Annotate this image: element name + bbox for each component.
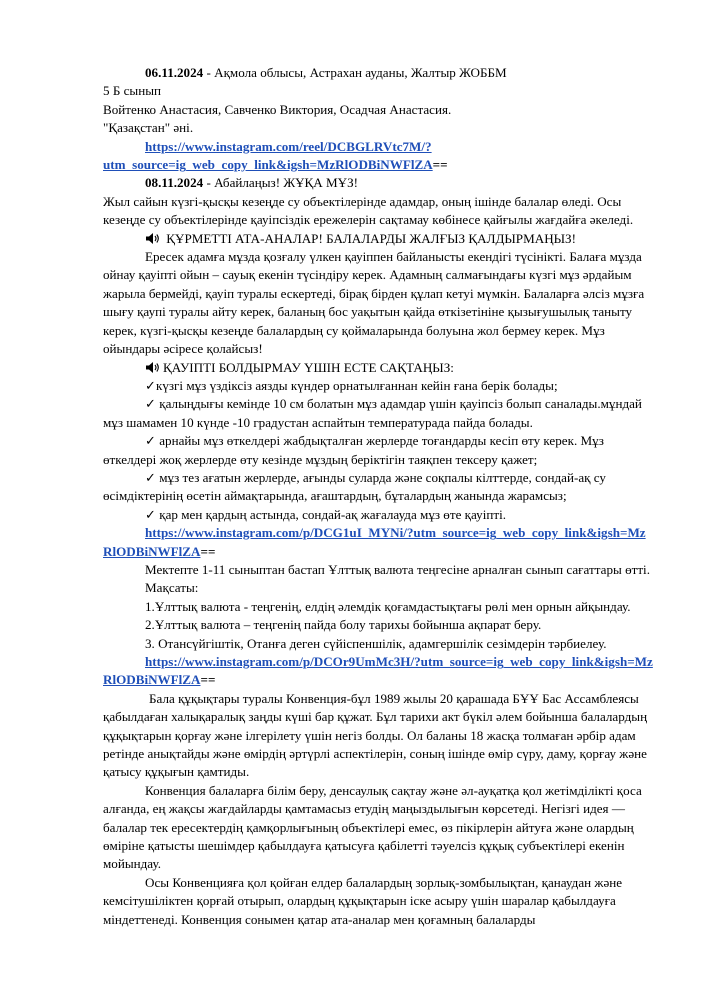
check-item: ✓ қалыңдығы кемінде 10 см болатын мұз адамдар үшін қауіпсіз болып саналады.мұндай мұз шамамен 10 күнде -10 градустан аспайтын температурада пайда болады.: [103, 396, 642, 430]
entry-header: [103, 64, 654, 82]
instagram-link-paragraph: [103, 138, 654, 175]
speaker-icon: [145, 230, 163, 248]
goal-item: 3. Отансүйгіштік, Отанға деген сүйіспеншілік, адамгершілік сезімдерін тәрбиелеу.: [145, 635, 607, 651]
class-line: 5 Б сынып: [103, 83, 162, 99]
goal-item: 1.Ұлттық валюта - теңгенің, елдің әлемдік қоғамдастықтағы рөлі мен орнын айқындау.: [145, 598, 631, 614]
link-suffix: ==: [200, 672, 216, 688]
entry-title: - Абайлаңыз! ЖҰҚА МҰЗ!: [203, 175, 359, 191]
paragraph: Ересек адамға мұзда қозғалу үлкен қауіппен байланысты екендігі түсінікті. Балаға мұзда ойнау қауіпті ойын – сауық екенін түсіндіру керек. Адамның салмағындағы күзгі мұз әрдайым жарыла бермейді, қауіп туралы ескертеді, бірақ бірден құлап кетуі мүмкін. Балаларға әлсіз мұзға шығу қаупі туралы айту керек, баланың бос уақытын қайда өткізетініне қызығушылық таныту керек, күзгі-қысқы кезеңде балалардың су қоймаларында болуына жол бермеу керек. Мұз ойындары әсіресе қолайсыз!: [103, 249, 645, 357]
paragraph: Жыл сайын күзгі-қысқы кезеңде су объектілерінде адамдар, оның ішінде балалар өледі. Осы кезеңде су объектілерінде қауіпсіздік ережелерін сақтамау көбінесе қайғылы жағдайға әкеледі.: [103, 193, 634, 228]
paragraph: Конвенция балаларға білім беру, денсаулық сақтау және әл-ауқатқа қол жетімділікті қоса алғанда, ең жақсы жағдайларды қамтамасыз етудің маңыздылығын көрсетеді. Негізгі идея — балалар тек ересектердің қамқорлығының объектілері емес, өз пікірлерін айтуға және олардың өміріне қатысты шешімдер қабылдауға қатысуға қабілетті тәуелсіз құқық субъектілері екенін мойындау.: [103, 782, 642, 872]
paragraph: Осы Конвенцияға қол қойған елдер балалардың зорлық-зомбылықтан, қанаудан және кемсітушіліктен қорғай отырып, олардың құқықтарын іске асыру үшін шаралар қабылдауға міндеттенеді. Конвенция сонымен қатар ата-аналар мен қоғамның балаларды: [103, 874, 623, 927]
entry-date: 06.11.2024: [145, 65, 204, 80]
goal-item: 2.Ұлттық валюта – теңгенің пайда болу тарихы бойынша ақпарат беру.: [145, 617, 542, 633]
remember-heading: [103, 359, 654, 377]
link-suffix: ==: [432, 157, 448, 173]
entry-title: - Ақмола облысы, Астрахан ауданы, Жалтыр ЖОББМ: [203, 65, 507, 80]
instagram-link[interactable]: https://www.instagram.com/p/DCG1uI_MYNi/?utm_source=ig_web_copy_link&igsh=MzRlODBiNWFlZA: [103, 525, 646, 559]
song-line: "Қазақстан" әні.: [103, 120, 194, 136]
alert-heading-text: ҚҰРМЕТТІ АТА-АНАЛАР! БАЛАЛАРДЫ ЖАЛҒЫЗ ҚАЛДЫРМАҢЫЗ!: [163, 230, 576, 246]
link-suffix: ==: [200, 543, 216, 559]
goals-label: Мақсаты:: [145, 580, 199, 596]
check-item: ✓ қар мен қардың астында, сондай-ақ жағалауда мұз өте қауіпті.: [145, 506, 506, 522]
alert-heading: [103, 230, 654, 248]
speaker-icon: [145, 359, 163, 377]
check-item: ✓күзгі мұз үздіксіз аязды күндер орнатылғаннан кейін ғана берік болады;: [145, 377, 558, 393]
remember-heading-text: ҚАУІПТІ БОЛДЫРМАУ ҮШІН ЕСТЕ САҚТАҢЫЗ:: [163, 359, 454, 375]
instagram-link[interactable]: https://www.instagram.com/p/DCOr9UmMc3H/?utm_source=ig_web_copy_link&igsh=MzRlODBiNWFlZA: [103, 654, 653, 688]
participants-line: Войтенко Анастасия, Савченко Виктория, Осадчая Анастасия.: [103, 101, 452, 117]
check-item: ✓ мұз тез ағатын жерлерде, ағынды суларда және соқпалы кілттерде, сондай-ақ су өсімдіктерінің өсетін аймақтарында, ағаштардың, бұталардың жанында жарамсыз;: [103, 469, 606, 504]
paragraph: Бала құқықтары туралы Конвенция-бұл 1989 жылы 20 қарашада БҰҰ Бас Ассамблеясы қабылдаған халықаралық заңды күші бар құжат. Бұл тарихи акт бүкіл әлем бойынша балалардың құқықтарын қорғау және ілгерілету үшін негіз болды. Ол баланы 18 жасқа толмаған әрбір адам ретінде анықтайды және өмірдің әртүрлі аспектілерін, соның ішінде өмір сүру, даму, қорғау және қатысу құқығын қамтиды.: [103, 690, 648, 780]
paragraph: Мектепте 1-11 сыныптан бастап Ұлттық валюта теңгесіне арналған сынып сағаттары өтті.: [145, 561, 650, 577]
entry-header: [103, 174, 654, 192]
instagram-link[interactable]: https://www.instagram.com/reel/DCBGLRVtc7M/?utm_source=ig_web_copy_link&igsh=MzRlODBiNWFlZA: [103, 138, 433, 173]
instagram-link-paragraph: [103, 524, 654, 561]
check-item: ✓ арнайы мұз өткелдері жабдықталған жерлерде тоғандарды кесіп өту керек. Мұз өткелдері жоқ жерлерде өту кезінде мұздың беріктігін таяқпен тексеру қажет;: [103, 433, 604, 467]
instagram-link-paragraph: [103, 653, 654, 690]
entry-date: 08.11.2024: [145, 175, 204, 191]
